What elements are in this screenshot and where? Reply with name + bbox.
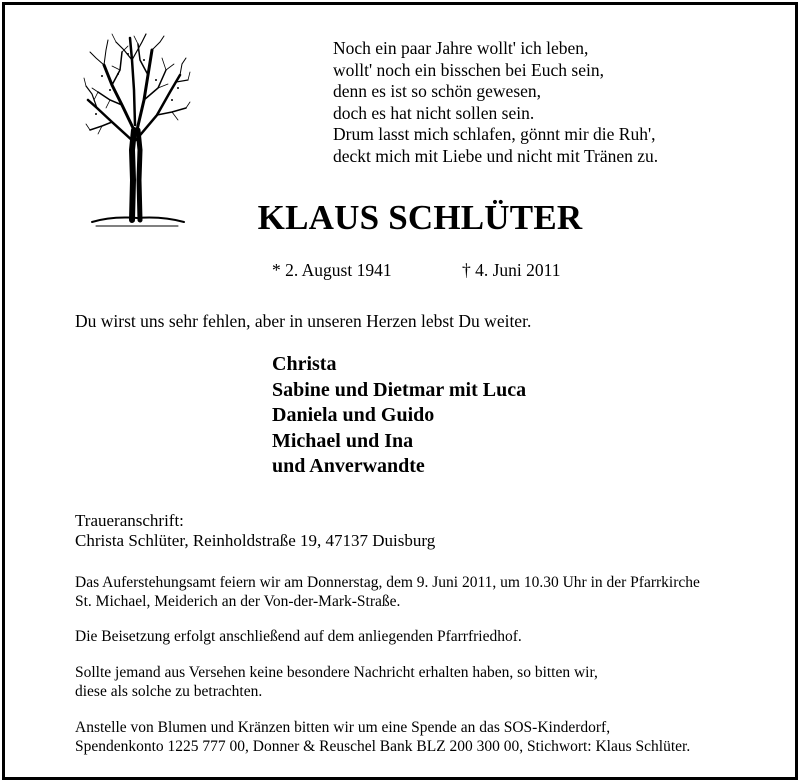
notice-line: Anstelle von Blumen und Kränzen bitten wir um eine Spende an das SOS-Kinderdorf, <box>75 719 611 736</box>
poem-line: denn es ist so schön gewesen, <box>333 81 542 102</box>
notice-line: Das Auferstehungsamt feiern wir am Donnerstag, dem 9. Juni 2011, um 10.30 Uhr in der Pfarrkirche <box>75 574 700 591</box>
family-member: und Anverwandte <box>272 455 425 478</box>
notice-line: Die Beisetzung erfolgt anschließend auf dem anliegenden Pfarrfriedhof. <box>75 628 522 645</box>
notice-line: diese als solche zu betrachten. <box>75 683 263 700</box>
notice-line: Sollte jemand aus Versehen keine besondere Nachricht erhalten haben, so bitten wir, <box>75 664 598 681</box>
poem-line: doch es hat nicht sollen sein. <box>333 102 535 123</box>
poem-line: Noch ein paar Jahre wollt' ich leben, <box>333 38 589 58</box>
notice-line: Spendenkonto 1225 777 00, Donner & Reuschel Bank BLZ 200 300 00, Stichwort: Klaus Schlüter. <box>75 738 691 755</box>
poem-line: wollt' noch ein bisschen bei Euch sein, <box>333 59 604 80</box>
donation-notice <box>75 718 690 756</box>
intro-text: Du wirst uns sehr fehlen, aber in unseren Herzen lebst Du weiter. <box>75 311 532 331</box>
no-notice-text <box>75 663 598 701</box>
birth-date: * 2. August 1941 <box>272 260 392 280</box>
burial-notice <box>75 627 522 646</box>
address-value: Christa Schlüter, Reinholdstraße 19, 47137 Duisburg <box>75 531 436 550</box>
deceased-name: KLAUS SCHLÜTER <box>257 198 583 237</box>
family-member: Michael und Ina <box>272 429 414 452</box>
address-label: Traueranschrift: <box>75 511 184 530</box>
poem <box>333 38 658 168</box>
service-notice <box>75 573 700 611</box>
family-member: Christa <box>272 353 337 375</box>
family-member: Daniela und Guido <box>272 404 435 427</box>
family-member: Sabine und Dietmar mit Luca <box>272 378 527 401</box>
poem-line: deckt mich mit Liebe und nicht mit Tränen zu. <box>333 145 659 166</box>
poem-line: Drum lasst mich schlafen, gönnt mir die Ruh', <box>333 124 656 145</box>
death-date: † 4. Juni 2011 <box>462 260 561 280</box>
family-list <box>272 352 526 480</box>
notice-line: St. Michael, Meiderich an der Von-der-Mark-Straße. <box>75 593 401 610</box>
